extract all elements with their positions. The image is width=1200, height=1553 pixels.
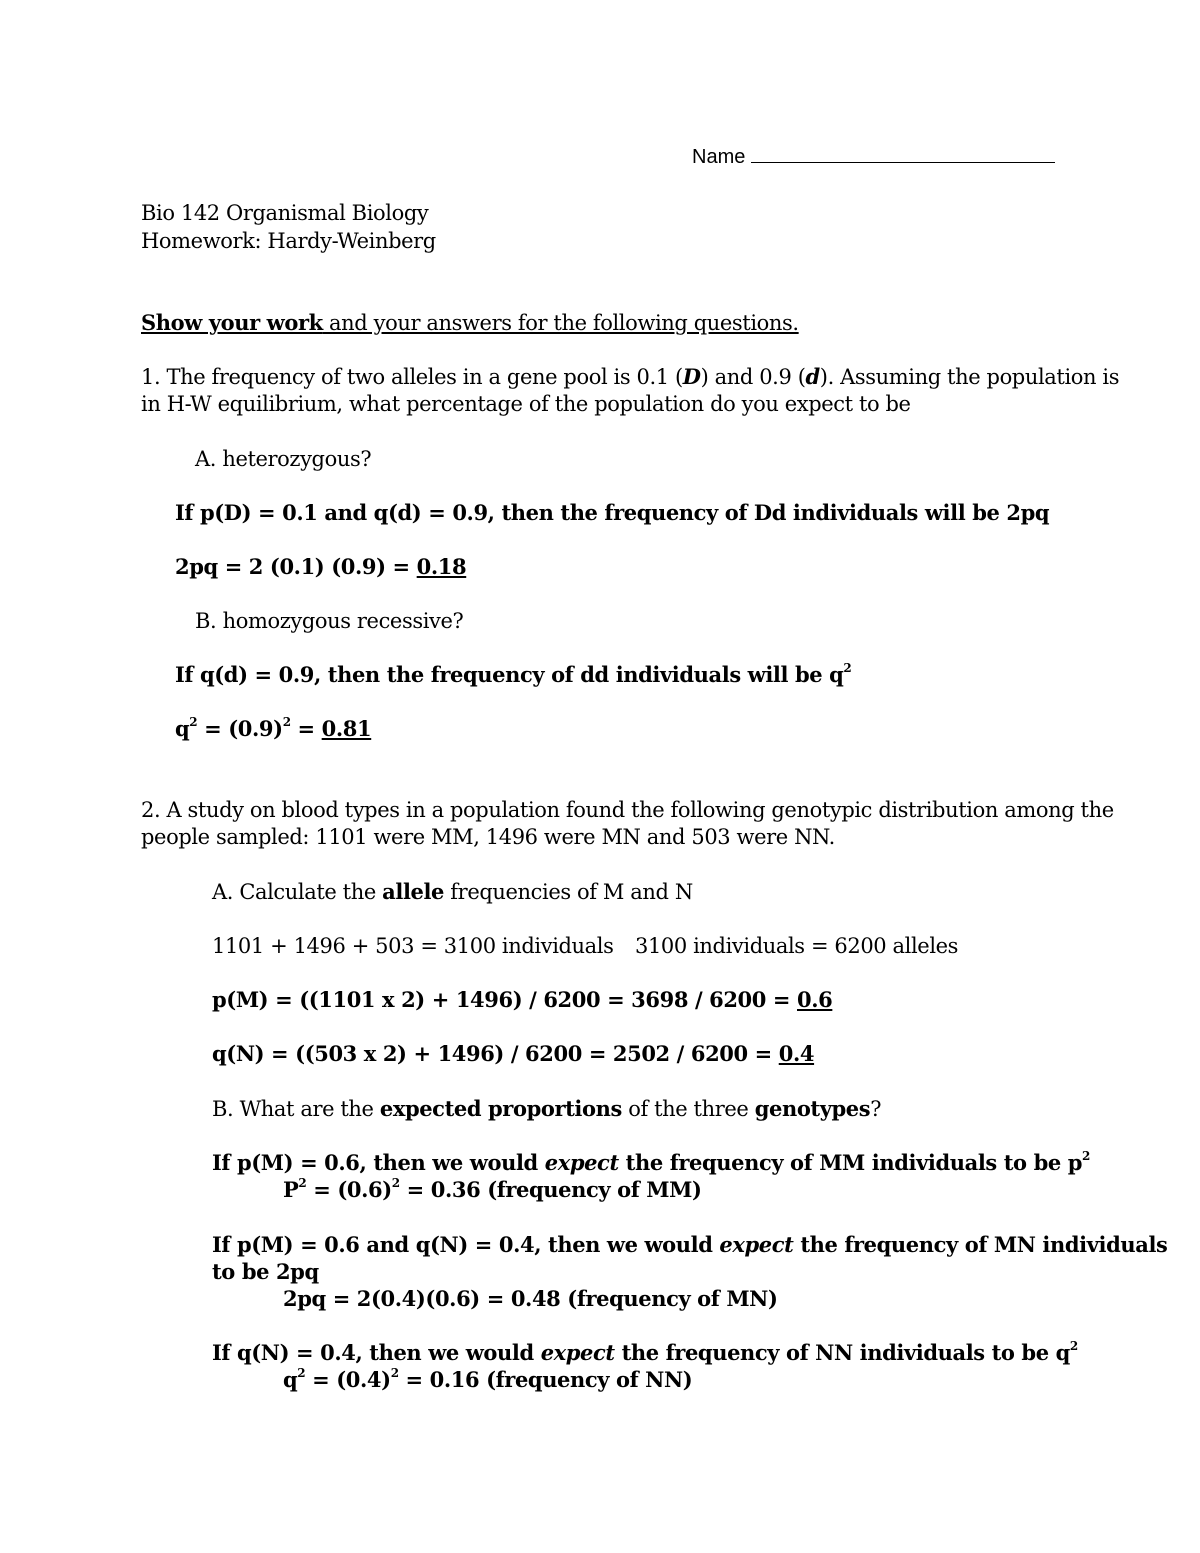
q2b-mm-calc: = (0.6) xyxy=(306,1177,392,1202)
instructions-bold: Show your work xyxy=(141,310,323,335)
q2b-mm-P: P xyxy=(283,1177,299,1202)
q1a-calc: 2pq = 2 (0.1) (0.9) = xyxy=(175,554,417,579)
course-title: Bio 142 Organismal Biology xyxy=(141,201,429,225)
q2b-nn-result: = 0.16 (frequency of NN) xyxy=(398,1367,693,1392)
q2b-nn-text-b: the frequency of NN individuals to be q xyxy=(614,1340,1070,1365)
q2a-calc-alleles: 3100 individuals = 6200 alleles xyxy=(635,934,959,958)
q2b-mn-line3: 2pq = 2(0.4)(0.6) = 0.48 (frequency of MN) xyxy=(283,1286,778,1311)
q2b-mn-line2: to be 2pq xyxy=(212,1259,319,1284)
q2b-mm-text-a: If p(M) = 0.6, then we would xyxy=(212,1150,545,1175)
q1a-result: 0.18 xyxy=(416,554,467,579)
q2b-nn-calc: = (0.4) xyxy=(305,1367,391,1392)
q1b-q: q xyxy=(175,716,190,741)
q2-text-line2: people sampled: 1101 were MM, 1496 were MN and 503 were NN. xyxy=(141,825,835,849)
q2b-mm-text-b: the frequency of MM individuals to be p xyxy=(618,1150,1083,1175)
q2b-mn-line1 xyxy=(212,1232,1167,1258)
q1b-calc: = (0.9) xyxy=(197,716,283,741)
q1a-prompt: A. heterozygous? xyxy=(195,447,372,471)
q2a-pM-result: 0.6 xyxy=(797,987,833,1012)
q2a-qN-calc: q(N) = ((503 x 2) + 1496) / 6200 = 2502 / 6200 = xyxy=(212,1041,779,1066)
q2a-pM-calc: p(M) = ((1101 x 2) + 1496) / 6200 = 3698 / 6200 = xyxy=(212,987,797,1012)
superscript: 2 xyxy=(189,715,198,729)
superscript: 2 xyxy=(1069,1339,1078,1353)
q1b-answer-line1 xyxy=(175,662,851,688)
q2a-prompt-bold: allele xyxy=(382,879,445,904)
expect-word: expect xyxy=(540,1340,615,1365)
q1b-answer-text: If q(d) = 0.9, then the frequency of dd individuals will be q xyxy=(175,662,844,687)
q2b-mm-line1 xyxy=(212,1150,1090,1176)
allele-d: d xyxy=(805,364,820,389)
superscript: 2 xyxy=(298,1176,307,1190)
q1a-answer-line1: If p(D) = 0.1 and q(d) = 0.9, then the frequency of Dd individuals will be 2pq xyxy=(175,500,1050,525)
q2b-mn-text-b: the frequency of MN individuals xyxy=(793,1232,1168,1257)
superscript: 2 xyxy=(282,715,291,729)
q1b-eq: = xyxy=(290,716,322,741)
q2b-prompt-c: ? xyxy=(870,1097,882,1121)
q2b-mm-line2 xyxy=(283,1177,701,1203)
q2b-nn-q: q xyxy=(283,1367,298,1392)
q2b-prompt-a: B. What are the xyxy=(212,1097,380,1121)
q1-text-line1 xyxy=(141,364,1119,390)
q2a-pM xyxy=(212,987,832,1013)
q2a-qN-result: 0.4 xyxy=(778,1041,815,1066)
q2b-nn-text-a: If q(N) = 0.4, then we would xyxy=(212,1340,541,1365)
superscript: 2 xyxy=(391,1176,400,1190)
superscript: 2 xyxy=(843,661,852,675)
q1b-answer-line2 xyxy=(175,716,371,742)
q2-text-line1: 2. A study on blood types in a population found the following genotypic distribution among the xyxy=(141,798,1114,822)
superscript: 2 xyxy=(390,1366,399,1380)
q1a-answer-line2 xyxy=(175,554,466,580)
superscript: 2 xyxy=(1082,1149,1090,1163)
name-label: Name xyxy=(692,146,746,168)
homework-title: Homework: Hardy-Weinberg xyxy=(141,229,436,253)
q2a-prompt-b: frequencies of M and N xyxy=(444,880,693,904)
q2b-nn-line1 xyxy=(212,1340,1078,1366)
q1-text-c: ). Assuming the population is xyxy=(819,365,1120,389)
q1b-prompt: B. homozygous recessive? xyxy=(195,609,464,633)
instructions-rest: and your answers for the following questions. xyxy=(322,311,799,335)
allele-D: D xyxy=(682,364,701,389)
instructions xyxy=(141,310,799,336)
q2b-prompt-bold1: expected proportions xyxy=(379,1096,622,1121)
q1b-result: 0.81 xyxy=(321,716,372,741)
q1-text-b: ) and 0.9 ( xyxy=(700,365,806,389)
q2b-mm-result: = 0.36 (frequency of MM) xyxy=(399,1177,702,1202)
expect-word: expect xyxy=(544,1150,619,1175)
superscript: 2 xyxy=(297,1366,306,1380)
q1-text-line2: in H-W equilibrium, what percentage of the population do you expect to be xyxy=(141,392,911,416)
q2a-prompt xyxy=(212,879,693,905)
q1-text-a: 1. The frequency of two alleles in a gene pool is 0.1 ( xyxy=(141,365,683,389)
name-field[interactable] xyxy=(692,144,1055,170)
q2b-nn-line2 xyxy=(283,1367,692,1393)
expect-word: expect xyxy=(719,1232,794,1257)
q2b-mn-text-a: If p(M) = 0.6 and q(N) = 0.4, then we would xyxy=(212,1232,720,1257)
q2b-prompt-b: of the three xyxy=(621,1097,755,1121)
q2b-prompt xyxy=(212,1096,881,1122)
q2b-prompt-bold2: genotypes xyxy=(754,1096,871,1121)
q2a-prompt-a: A. Calculate the xyxy=(212,880,383,904)
q2a-qN xyxy=(212,1041,814,1067)
name-blank[interactable] xyxy=(751,147,1055,163)
q2a-calc-individuals: 1101 + 1496 + 503 = 3100 individuals xyxy=(212,934,614,958)
